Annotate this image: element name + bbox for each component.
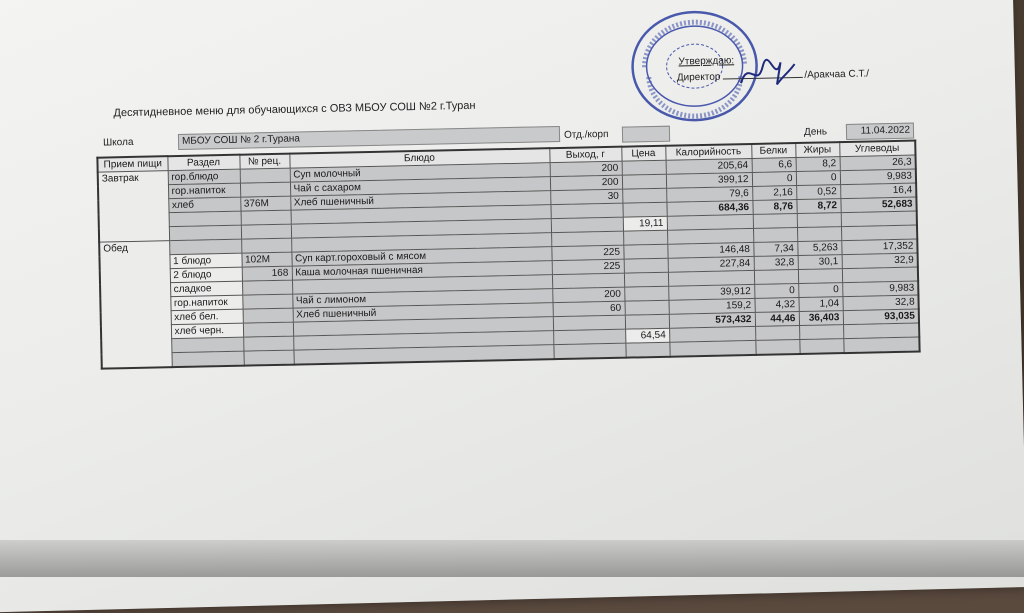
cell-prot: 0 [754, 284, 798, 299]
cell-section: гор.блюдо [168, 169, 240, 185]
total-carb: 52,683 [840, 197, 916, 213]
cell-fat: 30,1 [798, 255, 842, 270]
cell-prot: 4,32 [754, 298, 798, 313]
total-carb: 93,035 [843, 309, 919, 325]
cell-price [624, 286, 668, 301]
cell-out: 200 [550, 161, 622, 177]
col-header: Выход, г [549, 147, 621, 163]
cell-price [622, 174, 666, 189]
cell-price [624, 258, 668, 273]
cell-carb: 9,983 [840, 169, 916, 185]
cell-rec [243, 308, 293, 323]
cell-out: 200 [550, 175, 622, 191]
cell-dish: Хлеб пшеничный [290, 191, 550, 210]
cell-fat: 0 [798, 283, 842, 298]
cell-rec: 376М [240, 196, 290, 211]
cell-rec [242, 294, 292, 309]
handwritten-signature [736, 54, 797, 91]
otd-field [622, 126, 670, 143]
cell-out: 225 [551, 245, 623, 261]
cell-dish: Хлеб пшеничный [293, 303, 553, 322]
cell-section: гор.напиток [168, 183, 240, 199]
cell-price [624, 300, 668, 315]
cell-fat: 0 [796, 171, 840, 186]
cell-section: сладкое [170, 281, 242, 297]
cell-section: хлеб черн. [171, 323, 243, 339]
meal-lunch: Обед [99, 241, 172, 369]
cell-price [623, 244, 667, 259]
cell-prot: 6,6 [752, 158, 796, 173]
document-title: Десятидневное меню для обучающихся с ОВЗ МБОУ СОШ №2 г.Туран [113, 99, 476, 120]
total-prot: 44,46 [755, 312, 799, 327]
total-kcal: 684,36 [666, 200, 752, 216]
cell-fat: 5,263 [797, 241, 841, 256]
cell-kcal: 159,2 [668, 298, 754, 314]
cell-kcal: 227,84 [668, 256, 754, 272]
total-fat: 8,72 [796, 199, 840, 214]
cell-fat: 0,52 [796, 185, 840, 200]
school-field: МБОУ СОШ № 2 г.Турана [178, 126, 560, 150]
cell-prot: 2,16 [752, 186, 796, 201]
cell-prot: 32,8 [754, 256, 798, 271]
cell-kcal: 79,6 [666, 186, 752, 202]
cell-carb: 26,3 [840, 155, 916, 171]
col-header: Цена [621, 146, 665, 161]
meal-breakfast: Завтрак [98, 171, 169, 242]
cell-prot: 7,34 [753, 242, 797, 257]
cell-rec [240, 182, 290, 197]
col-header: Белки [751, 143, 795, 158]
col-header: Раздел [167, 155, 239, 171]
cell-dish: Суп карт.гороховый с мясом [291, 247, 551, 266]
day-label: День [803, 126, 828, 138]
total-prot: 8,76 [752, 200, 796, 215]
col-header: № рец. [239, 154, 289, 170]
cell-out: 60 [553, 301, 625, 317]
cell-rec [240, 168, 290, 183]
cell-dish: Каша молочная пшеничная [292, 261, 552, 280]
cell-dish: Чай с сахаром [290, 177, 550, 196]
col-header: Углеводы [839, 141, 915, 157]
cell-section: гор.напиток [170, 295, 242, 311]
cell-kcal: 399,12 [666, 172, 752, 188]
price-total: 64,54 [625, 328, 669, 343]
total-fat: 36,403 [799, 311, 843, 326]
cell-kcal: 39,912 [668, 284, 754, 300]
cell-kcal: 146,48 [667, 242, 753, 258]
cell-dish: Чай с лимоном [292, 289, 552, 308]
cell-section: 1 блюдо [169, 253, 241, 269]
cell-fat: 8,2 [796, 157, 840, 172]
otd-label: Отд./корп [563, 128, 609, 141]
approve-label: Утверждаю: [678, 55, 735, 68]
total-kcal: 573,432 [669, 312, 755, 328]
day-field: 11.04.2022 [846, 123, 914, 140]
cell-out: 225 [552, 259, 624, 275]
director-label: Директор [676, 71, 721, 84]
col-header: Жиры [795, 142, 839, 157]
cell-price [622, 160, 666, 175]
cell-carb: 16,4 [840, 183, 916, 199]
cell-carb: 32,9 [842, 253, 918, 269]
cell-section: хлеб бел. [171, 309, 243, 325]
cell-section: 2 блюдо [170, 267, 242, 283]
col-header: Калорийность [665, 144, 751, 160]
cell-carb: 9,983 [842, 281, 918, 297]
director-name: /Аракчаа С.Т./ [804, 68, 870, 81]
col-header: Блюдо [289, 148, 549, 168]
cell-section: хлеб [168, 197, 240, 213]
photo-bottom-shadow [0, 540, 1024, 577]
cell-out: 200 [552, 287, 624, 303]
cell-carb: 17,352 [841, 239, 917, 255]
cell-dish: Суп молочный [290, 163, 550, 182]
menu-table [96, 140, 920, 370]
cell-prot: 0 [752, 172, 796, 187]
cell-carb: 32,8 [842, 295, 918, 311]
school-label: Школа [102, 136, 134, 149]
cell-kcal: 205,64 [666, 158, 752, 174]
col-header: Прием пищи [97, 156, 167, 172]
cell-rec: 168 [242, 266, 292, 281]
price-total: 19,11 [623, 216, 667, 231]
cell-out: 30 [550, 189, 622, 205]
cell-rec: 102М [241, 252, 291, 267]
cell-price [622, 188, 666, 203]
cell-fat: 1,04 [798, 297, 842, 312]
